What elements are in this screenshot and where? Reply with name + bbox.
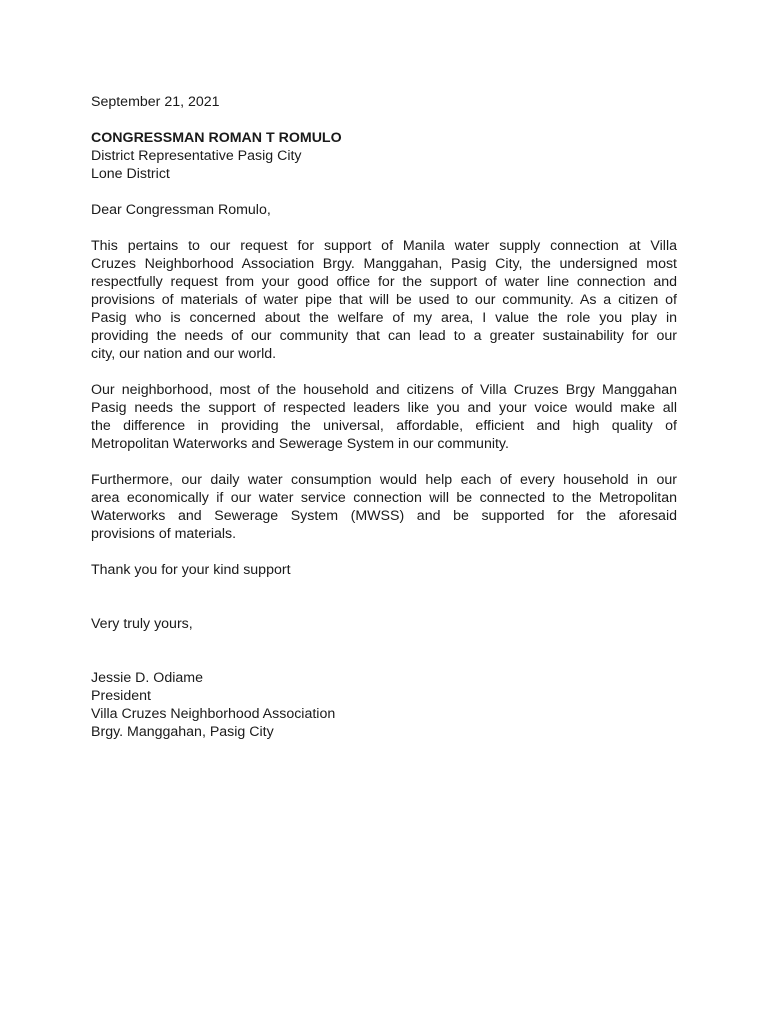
closing-line: Very truly yours, [91,616,193,632]
signatory-address: Brgy. Manggahan, Pasig City [91,724,274,740]
thanks-line: Thank you for your kind support [91,562,291,578]
salutation: Dear Congressman Romulo, [91,202,271,218]
paragraph-line: the difference in providing the universal, affordable, efficient and high quality of [91,418,677,434]
paragraph-neighborhood [91,381,677,453]
paragraph-line: Waterworks and Sewerage System (MWSS) and be supported for the aforesaid [91,508,677,524]
paragraph-furthermore [91,471,677,543]
paragraph-request [91,237,677,363]
paragraph-line: city, our nation and our world. [91,346,277,362]
letter-body [91,93,677,741]
paragraph-line: Cruzes Neighborhood Association Brgy. Manggahan, Pasig City, the undersigned most [91,256,677,272]
paragraph-line: provisions of materials of water pipe that will be used to our community. As a citizen of [91,292,677,308]
paragraph-line: providing the needs of our community that can lead to a greater sustainability for our [91,328,677,344]
signature-block [91,669,677,741]
signatory-name: Jessie D. Odiame [91,670,203,686]
paragraph-line: Our neighborhood, most of the household and citizens of Villa Cruzes Brgy Manggahan [91,382,677,398]
signatory-organization: Villa Cruzes Neighborhood Association [91,706,336,722]
signatory-position: President [91,688,151,704]
paragraph-line: provisions of materials. [91,526,237,542]
paragraph-line: Metropolitan Waterworks and Sewerage System in our community. [91,436,509,452]
paragraph-line: This pertains to our request for support of Manila water supply connection at Villa [91,238,677,254]
paragraph-line: Furthermore, our daily water consumption would help each of every household in our [91,472,677,488]
recipient-block [91,129,677,183]
recipient-title: District Representative Pasig City [91,148,302,164]
paragraph-line: area economically if our water service connection will be connected to the Metropolitan [91,490,677,506]
letter-date: September 21, 2021 [91,94,220,110]
recipient-district: Lone District [91,166,170,182]
paragraph-line: Pasig who is concerned about the welfare of my area, I value the role you play in [91,310,677,326]
recipient-name: CONGRESSMAN ROMAN T ROMULO [91,130,342,146]
paragraph-line: Pasig needs the support of respected leaders like you and your voice would make all [91,400,677,416]
paragraph-line: respectfully request from your good office for the support of water line connection and [91,274,677,290]
